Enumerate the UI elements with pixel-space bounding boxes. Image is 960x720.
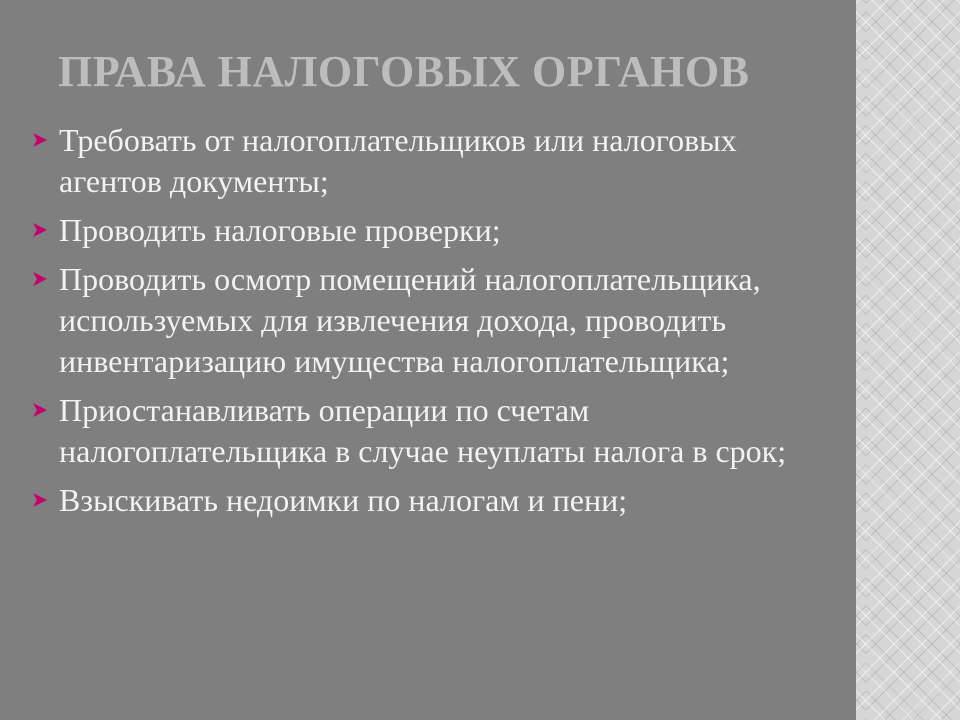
list-item — [28, 259, 828, 382]
arrow-bullet-icon — [30, 130, 50, 150]
list-item — [28, 210, 828, 251]
arrow-bullet-icon — [30, 490, 50, 510]
list-item — [28, 480, 828, 521]
arrow-bullet-icon — [30, 220, 50, 240]
list-item-text: Проводить налоговые проверки; — [59, 212, 501, 248]
bullet-list — [28, 120, 828, 529]
decorative-pattern-strip — [856, 0, 960, 720]
list-item — [28, 390, 828, 472]
list-item-text: Проводить осмотр помещений налогоплательщика, используемых для извлечения дохода, проводить инвентаризацию имущества налогоплательщика; — [59, 261, 761, 379]
list-item — [28, 120, 828, 202]
list-item-text: Взыскивать недоимки по налогам и пени; — [59, 482, 628, 518]
arrow-bullet-icon — [30, 269, 50, 289]
slide-title: ПРАВА НАЛОГОВЫХ ОРГАНОВ — [58, 47, 750, 96]
list-item-text: Приостанавливать операции по счетам налогоплательщика в случае неуплаты налога в срок; — [59, 392, 787, 469]
list-item-text: Требовать от налогоплательщиков или налоговых агентов документы; — [59, 122, 737, 199]
arrow-bullet-icon — [30, 400, 50, 420]
